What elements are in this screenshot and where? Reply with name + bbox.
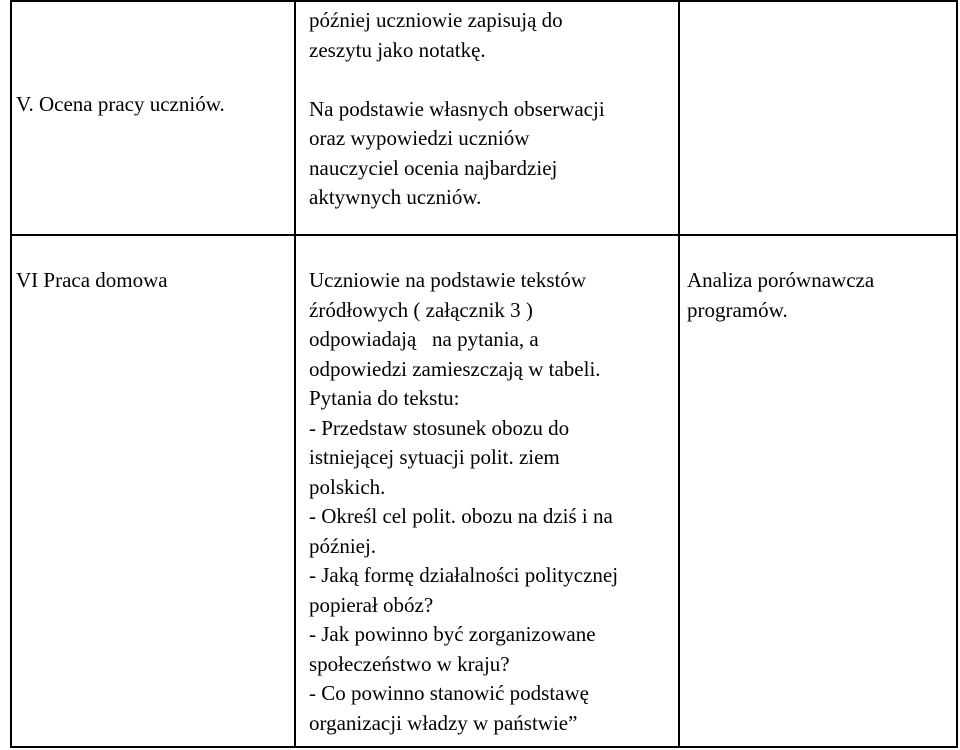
notes-cell	[679, 235, 957, 747]
activity-line: aktywnych uczniów.	[309, 185, 482, 209]
notes-cell	[679, 1, 957, 235]
question-line: - Przedstaw stosunek obozu do	[309, 415, 570, 440]
activity-cell	[295, 235, 679, 747]
stage-label: VI Praca domowa	[16, 268, 168, 292]
activity-line: zeszytu jako notatkę.	[309, 37, 486, 62]
activity-line: oraz wypowiedzi uczniów	[309, 126, 530, 150]
question-line: - Jaką formę działalności politycznej	[309, 563, 619, 587]
activity-line: odpowiedzi zamieszczają w tabeli.	[309, 356, 601, 381]
question-line: polskich.	[309, 474, 386, 499]
question-line: organizacji władzy w państwie”	[309, 710, 578, 735]
question-line: później.	[309, 533, 377, 558]
question-line: istniejącej sytuacji polit. ziem	[309, 445, 560, 469]
stage-label: V. Ocena pracy uczniów.	[16, 92, 225, 116]
question-line: społeczeństwo w kraju?	[309, 651, 510, 676]
activity-line: Na podstawie własnych obserwacji	[309, 96, 605, 121]
activity-line: Uczniowie na podstawie tekstów	[309, 268, 587, 292]
notes-line: programów.	[687, 297, 788, 322]
activity-line: nauczyciel ocenia najbardziej	[309, 155, 558, 180]
table-row	[11, 1, 957, 235]
activity-line: źródłowych ( załącznik 3 )	[309, 297, 533, 322]
stage-cell	[11, 235, 295, 747]
activity-line: później uczniowie zapisują do	[309, 8, 563, 32]
activity-cell	[295, 1, 679, 235]
question-line: - Co powinno stanowić podstawę	[309, 681, 589, 705]
stage-cell	[11, 1, 295, 235]
question-line: - Jak powinno być zorganizowane	[309, 622, 596, 646]
question-heading: Pytania do tekstu:	[309, 386, 460, 410]
activity-line: odpowiadają na pytania, a	[309, 327, 539, 351]
table-row	[11, 235, 957, 747]
question-line: - Określ cel polit. obozu na dziś i na	[309, 504, 613, 528]
notes-line: Analiza porównawcza	[687, 268, 875, 292]
lesson-plan-table	[10, 0, 958, 748]
question-line: popierał obóz?	[309, 592, 434, 617]
